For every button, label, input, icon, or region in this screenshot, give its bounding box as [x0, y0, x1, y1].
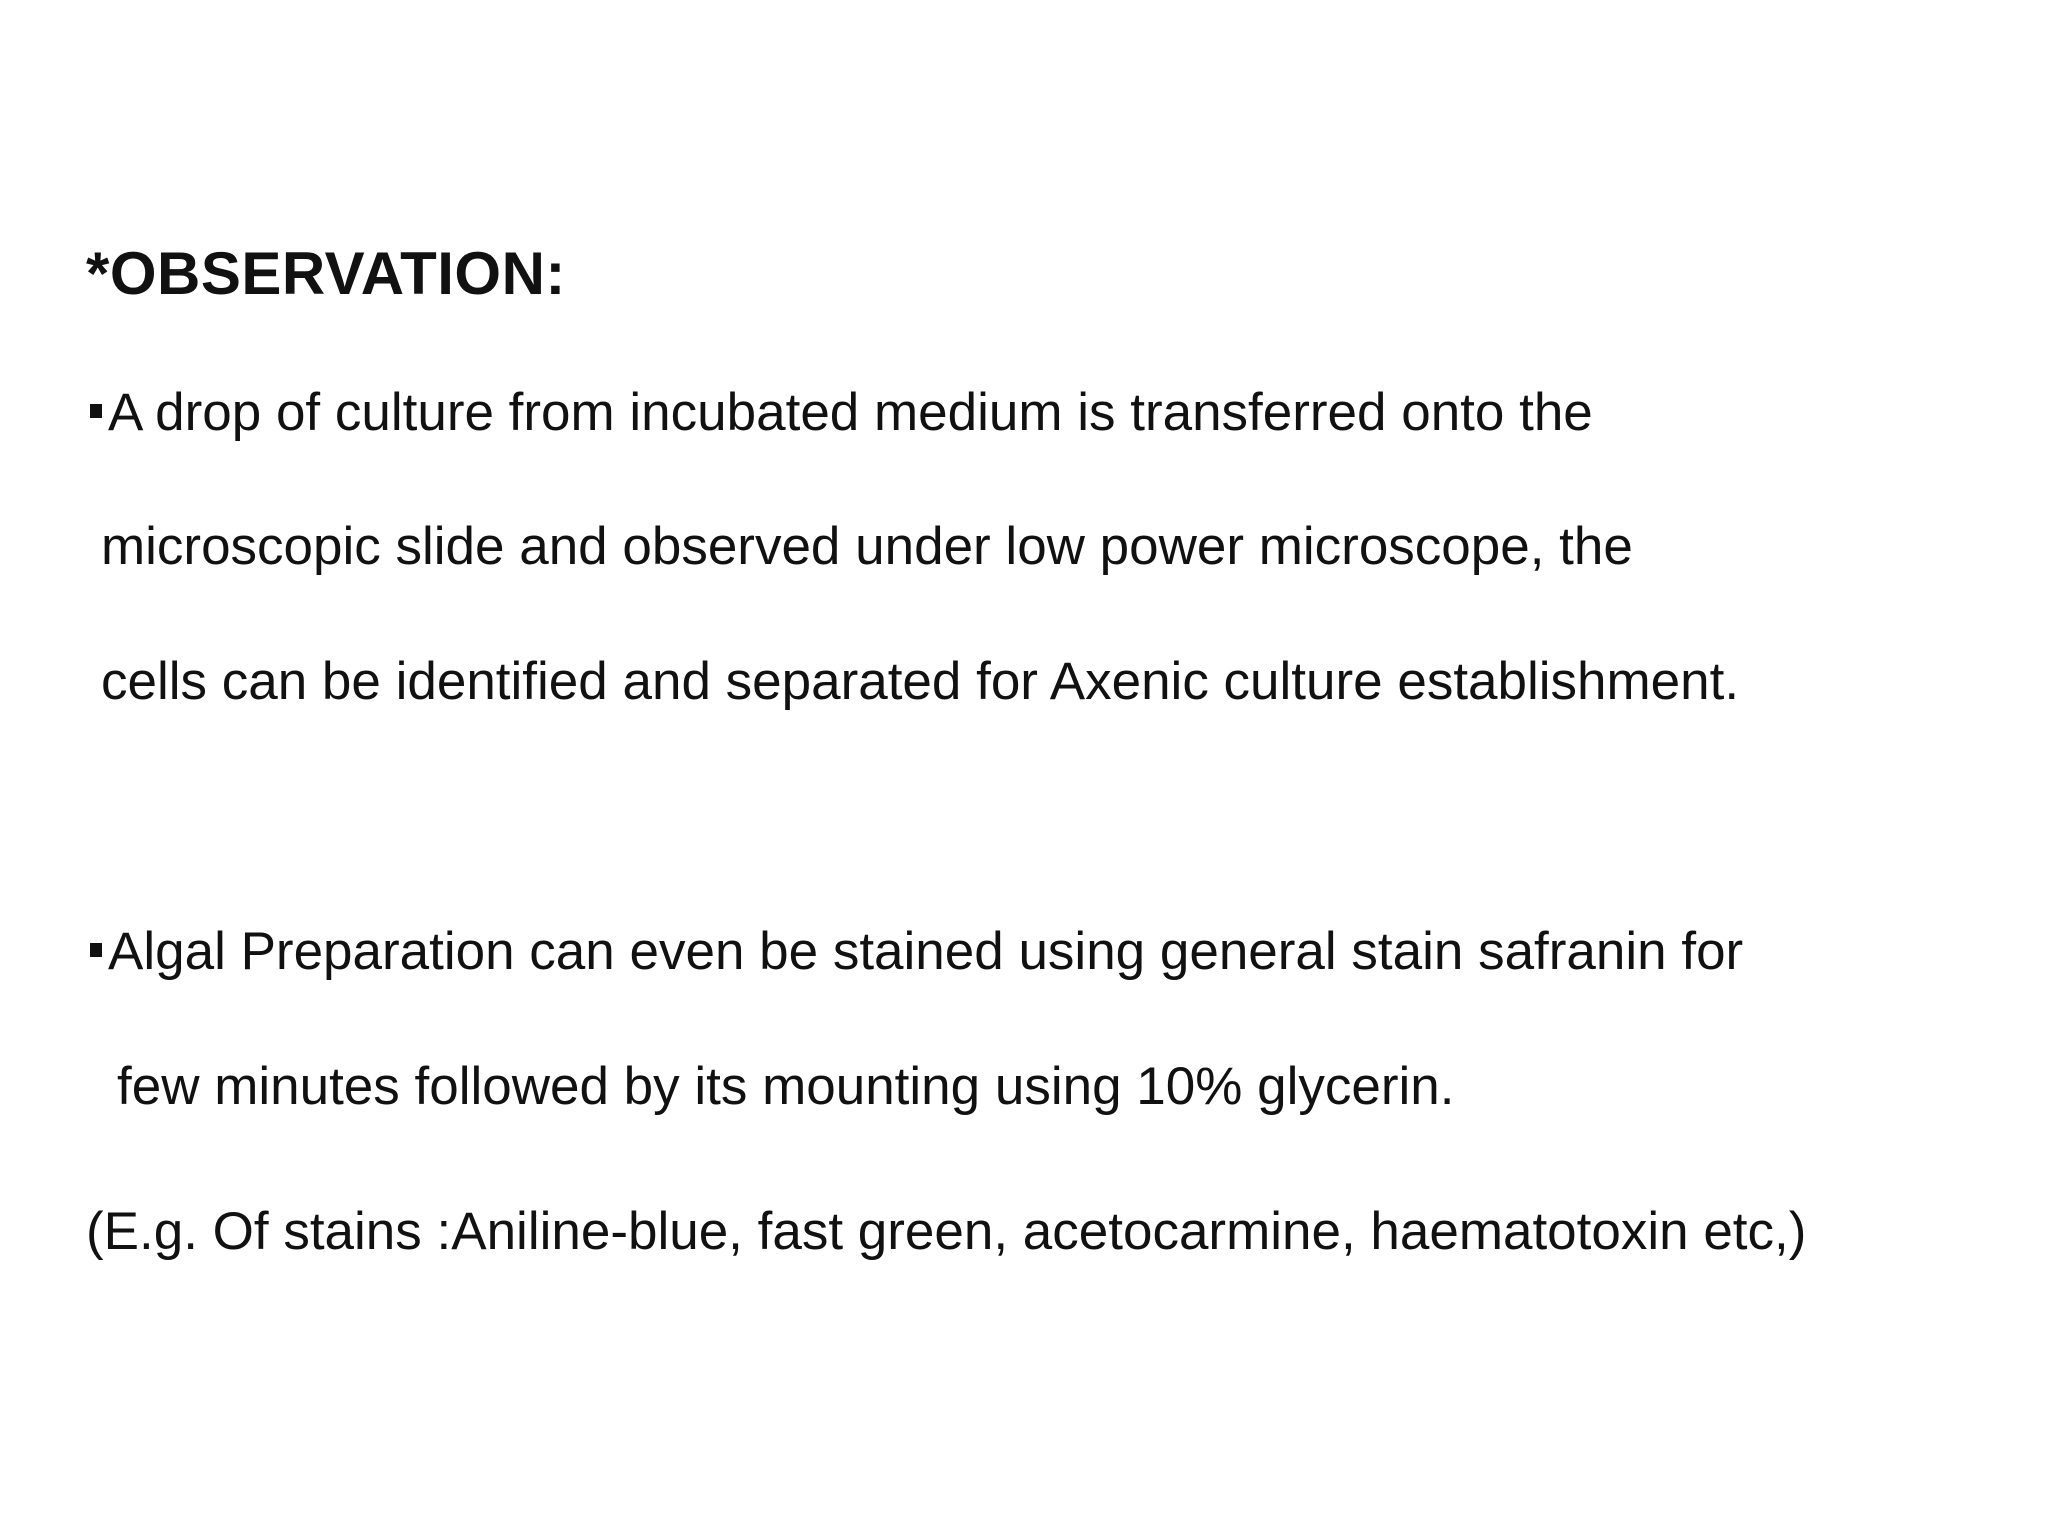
- observation-line-3: cells can be identified and separated for Axenic culture establishment.: [101, 652, 1740, 711]
- staining-line-2: few minutes followed by its mounting using 10% glycerin.: [117, 1057, 1455, 1116]
- observation-text-1: A drop of culture from incubated medium is transferred onto the: [108, 383, 1593, 442]
- observation-bullet-line-1: [90, 383, 1593, 442]
- slide-heading: *OBSERVATION:: [86, 240, 566, 307]
- square-bullet-icon: [90, 404, 102, 418]
- stain-examples-line: (E.g. Of stains :Aniline-blue, fast green, acetocarmine, haematotoxin etc,): [86, 1202, 1807, 1261]
- staining-bullet-line-1: [90, 922, 1744, 981]
- square-bullet-icon: [90, 943, 102, 957]
- staining-text-1: Algal Preparation can even be stained using general stain safranin for: [108, 922, 1744, 981]
- observation-line-2: microscopic slide and observed under low power microscope, the: [101, 517, 1633, 576]
